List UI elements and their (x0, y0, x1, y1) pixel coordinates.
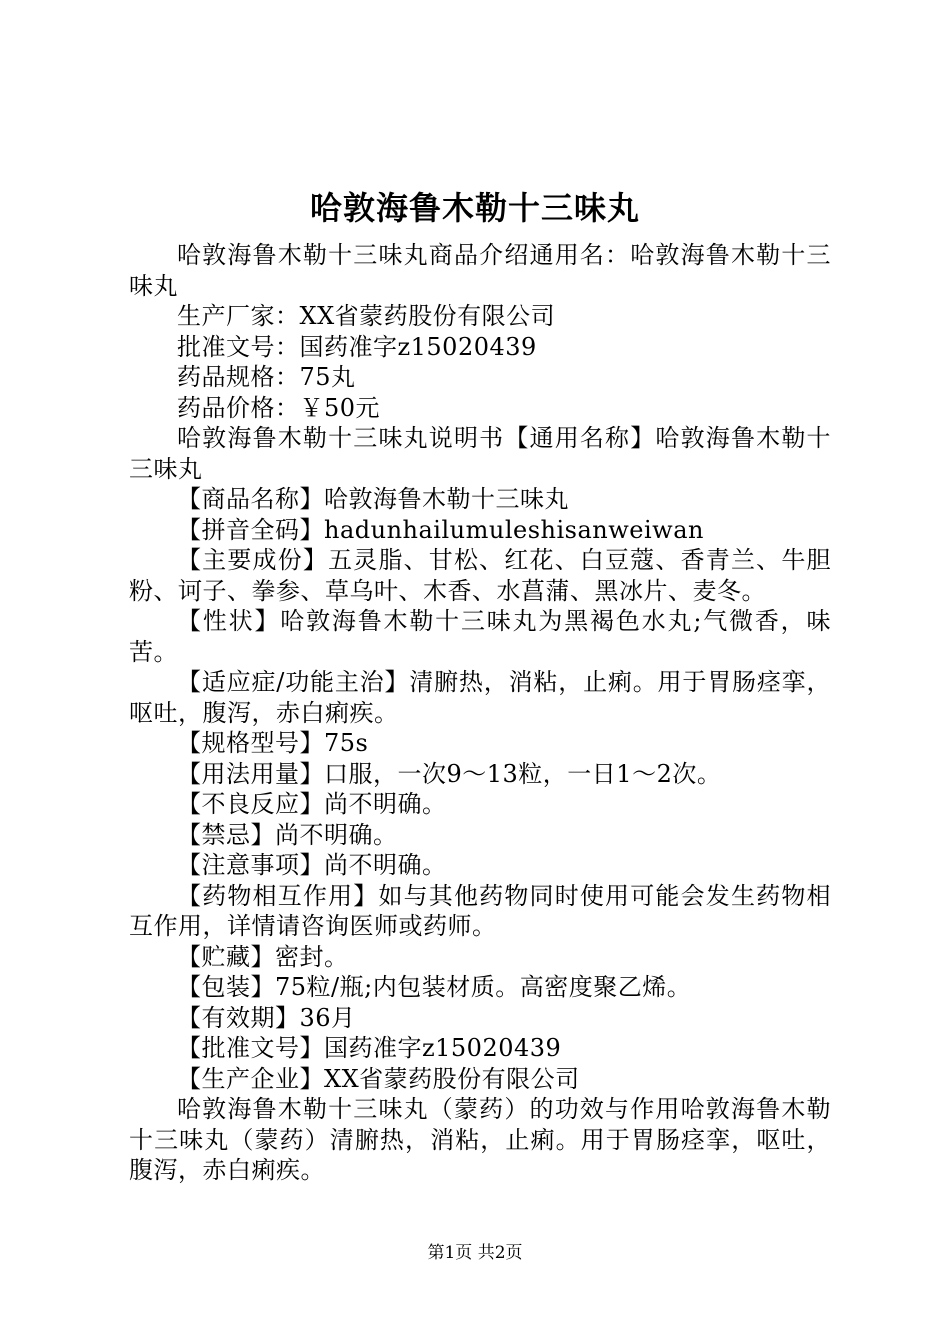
document-body (129, 240, 831, 1186)
paragraph-properties: 【性状】哈敦海鲁木勒十三味丸为黑褐色水丸;气微香，味苦。 (129, 607, 831, 666)
paragraph-specification: 药品规格：75丸 (177, 363, 356, 391)
document-title: 哈敦海鲁木勒十三味丸 (309, 189, 640, 227)
paragraph-adverse-reactions: 【不良反应】尚不明确。 (177, 790, 447, 818)
page-number-footer: 第1页 共2页 (427, 1243, 523, 1263)
paragraph-dosage: 【用法用量】口服，一次9～13粒，一日1～2次。 (177, 759, 722, 788)
paragraph-ingredients: 【主要成份】五灵脂、甘松、红花、白豆蔻、香青兰、牛胆粉、诃子、拳参、草乌叶、木香、水菖蒲、黑冰片、麦冬。 (129, 546, 831, 605)
paragraph-approval-number: 批准文号：国药准字z15020439 (177, 332, 537, 361)
paragraph-indications: 【适应症/功能主治】清腑热，消粘，止痢。用于胃肠痉挛，呕吐，腹泻，赤白痢疾。 (129, 668, 831, 727)
paragraph-model: 【规格型号】75s (177, 729, 369, 757)
paragraph-packaging: 【包装】75粒/瓶;内包装材质。高密度聚乙烯。 (177, 973, 692, 1001)
paragraph-shelf-life: 【有效期】36月 (177, 1003, 356, 1032)
paragraph-manufacturer: 生产厂家：XX省蒙药股份有限公司 (177, 302, 556, 330)
paragraph-intro: 哈敦海鲁木勒十三味丸商品介绍通用名：哈敦海鲁木勒十三味丸 (129, 241, 831, 300)
paragraph-approval-number-2: 【批准文号】国药准字z15020439 (177, 1034, 562, 1062)
paragraph-precautions: 【注意事项】尚不明确。 (177, 851, 447, 879)
paragraph-price: 药品价格：￥50元 (177, 393, 381, 422)
paragraph-storage: 【贮藏】密封。 (177, 942, 349, 971)
paragraph-generic-name: 哈敦海鲁木勒十三味丸说明书【通用名称】哈敦海鲁木勒十三味丸 (129, 424, 831, 483)
paragraph-trade-name: 【商品名称】哈敦海鲁木勒十三味丸 (177, 485, 569, 513)
paragraph-pinyin: 【拼音全码】hadunhailumuleshisanweiwan (177, 515, 704, 544)
paragraph-manufacturer-2: 【生产企业】XX省蒙药股份有限公司 (177, 1064, 580, 1093)
paragraph-contraindications: 【禁忌】尚不明确。 (177, 820, 398, 849)
paragraph-interactions: 【药物相互作用】如与其他药物同时使用可能会发生药物相互作用，详情请咨询医师或药师。 (129, 881, 831, 940)
paragraph-efficacy: 哈敦海鲁木勒十三味丸（蒙药）的功效与作用哈敦海鲁木勒十三味丸（蒙药）清腑热，消粘，止痢。用于胃肠痉挛，呕吐，腹泻，赤白痢疾。 (129, 1095, 831, 1184)
